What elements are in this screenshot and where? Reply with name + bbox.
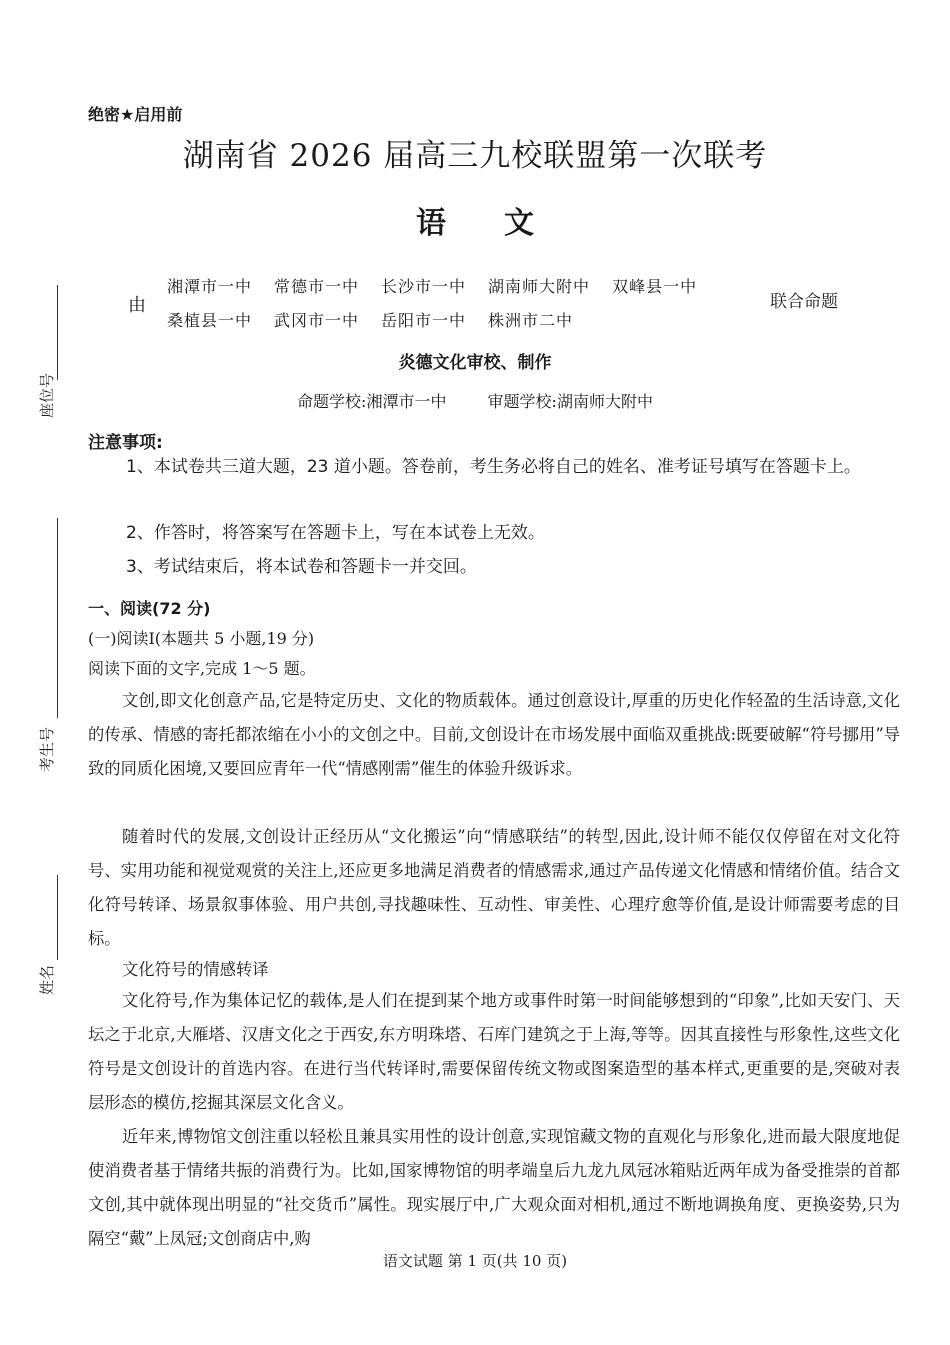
sub-heading: 文化符号的情感转译 (122, 960, 269, 979)
schools-row-1 (167, 274, 697, 297)
by-label: 由 (128, 295, 146, 316)
margin-line-name (57, 875, 58, 960)
maker-line: 炎德文化审校、制作 (398, 353, 552, 373)
margin-label-seat: 座位号 (38, 372, 56, 418)
school-name: 岳阳市一中 (381, 311, 467, 330)
paragraph: 文创,即文化创意产品,它是特定历史、文化的物质载体。通过创意设计,厚重的历史化作轻盈的生活诗意,文化的传承、情感的寄托都浓缩在小小的文创之中。目前,文创设计在市场发展中面临双重挑战:既要破解“符号挪用”导致的同质化困境,又要回应青年一代“情感刚需”催生的体验升级诉求。 (88, 691, 900, 778)
schools-row-2 (167, 308, 573, 331)
setter-line (0, 389, 950, 412)
subject-title: 语文 (416, 206, 592, 241)
school-name: 常德市一中 (274, 277, 360, 296)
paragraph: 随着时代的发展,文创设计正经历从“文化搬运”向“情感联结”的转型,因此,设计师不能仅仅停留在对文化符号、实用功能和视觉观赏的关注上,还应更多地满足消费者的情感需求,通过产品传递文化情感和情绪价值。结合文化符号转译、场景叙事体验、用户共创,寻找趣味性、互动性、审美性、心理疗愈等价值,是设计师需要考虑的目标。 (88, 827, 900, 948)
notice-item: 3、考试结束后，将本试卷和答题卡一并交回。 (126, 557, 477, 577)
reviewer-school: 审题学校:湖南师大附中 (487, 392, 653, 411)
section-title: 一、阅读(72 分) (88, 599, 211, 618)
page-footer: 语文试题 第 1 页(共 10 页) (382, 1252, 568, 1270)
page-title: 湖南省 2026 届高三九校联盟第一次联考 (182, 138, 768, 174)
joint-label: 联合命题 (770, 292, 838, 312)
margin-label-exam-no: 考生号 (38, 726, 56, 772)
notice-item: 1、本试卷共三道大题，23 道小题。答卷前，考生务必将自己的姓名、准考证号填写在答题卡上。 (126, 457, 861, 477)
notice-title: 注意事项: (88, 433, 163, 453)
setter-school: 命题学校:湘潭市一中 (297, 392, 447, 411)
margin-label-name: 姓名 (38, 964, 56, 995)
school-name: 湘潭市一中 (167, 277, 253, 296)
subsection-title: (一)阅读Ⅰ(本题共 5 小题,19 分) (88, 629, 315, 648)
school-name: 长沙市一中 (381, 277, 467, 296)
school-name: 桑植县一中 (167, 311, 253, 330)
school-name: 湖南师大附中 (488, 277, 591, 296)
margin-line-exam-no (57, 518, 58, 718)
notice-item: 2、作答时，将答案写在答题卡上，写在本试卷上无效。 (126, 523, 545, 543)
school-name: 双峰县一中 (612, 277, 698, 296)
instruction: 阅读下面的文字,完成 1～5 题。 (88, 659, 316, 678)
secret-mark: 绝密★启用前 (88, 105, 183, 124)
paragraph: 近年来,博物馆文创注重以轻松且兼具实用性的设计创意,实现馆藏文物的直观化与形象化,进而最大限度地促使消费者基于情绪共振的消费行为。比如,国家博物馆的明孝端皇后九龙九凤冠冰箱贴近两年成为备受推崇的首都文创,其中就体现出明显的“社交货币”属性。现实展厅中,广大观众面对相机,通过不断地调换角度、更换姿势,只为隔空“戴”上凤冠;文创商店中,购 (88, 1127, 900, 1248)
school-name: 株洲市二中 (488, 311, 574, 330)
paragraph: 文化符号,作为集体记忆的载体,是人们在提到某个地方或事件时第一时间能够想到的“印象”,比如天安门、天坛之于北京,大雁塔、汉唐文化之于西安,东方明珠塔、石库门建筑之于上海,等等。因其直接性与形象性,这些文化符号是文创设计的首选内容。在进行当代转译时,需要保留传统文物或图案造型的基本样式,更重要的是,突破对表层形态的模仿,挖掘其深层文化含义。 (88, 991, 900, 1112)
school-name: 武冈市一中 (274, 311, 360, 330)
